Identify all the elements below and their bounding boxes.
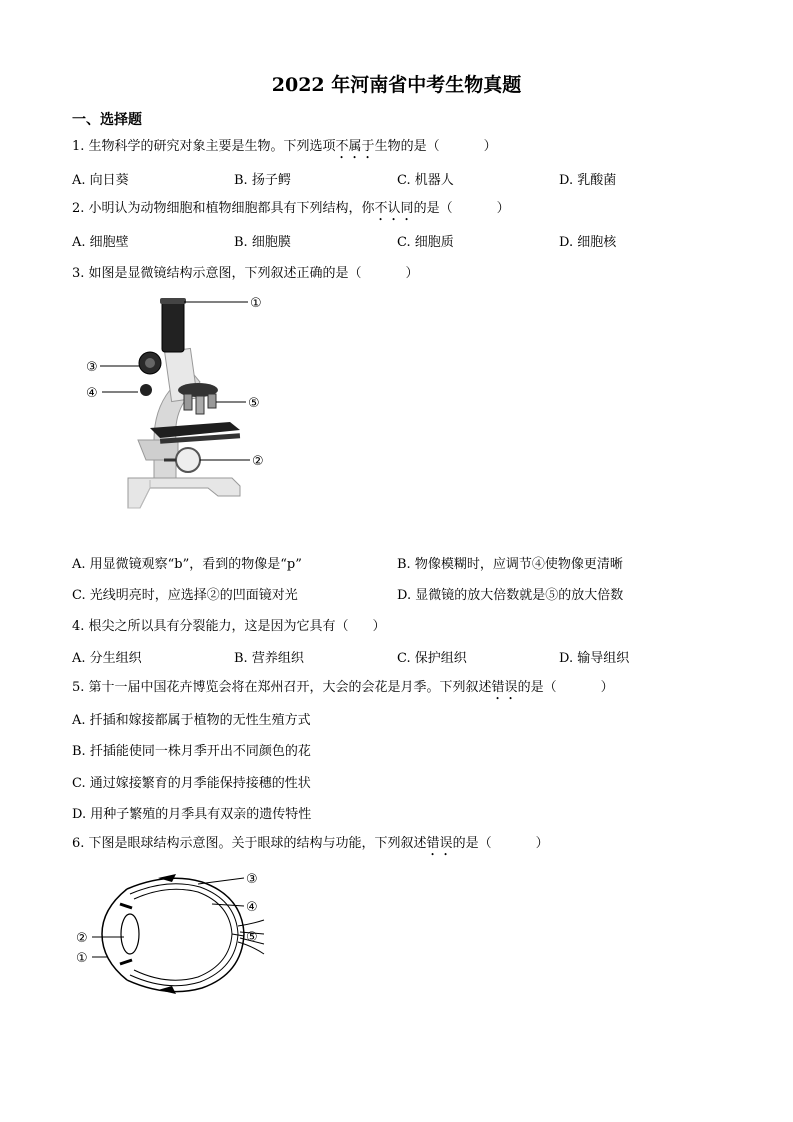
question-5 [72,679,614,703]
microscope-label-5: ⑤ [248,396,260,411]
q4-option-d[interactable]: D. 输导组织 [559,651,630,666]
question-4-text: 4. 根尖之所以具有分裂能力，这是因为它具有（ [72,619,349,634]
microscope-label-4: ④ [86,386,98,401]
question-1-paren-close: ） [483,139,497,154]
eye-label-3: ③ [246,872,258,887]
q5-option-d[interactable]: D. 用种子繁殖的月季具有双亲的遗传特性 [72,807,312,822]
eye-label-4: ④ [246,900,258,915]
microscope-label-1: ① [250,296,262,311]
q1-option-b[interactable]: B. 扬子鳄 [234,173,291,188]
question-2-text-end: 的是（ [413,201,453,216]
question-6-emphasis: 错误 [426,836,453,851]
question-4-paren-close: ） [372,619,386,634]
q1-option-d[interactable]: D. 乳酸菌 [559,173,617,188]
q4-option-b[interactable]: B. 营养组织 [234,651,304,666]
q4-option-c[interactable]: C. 保护组织 [397,651,467,666]
section-heading: 一、选择题 [72,112,142,128]
q2-option-d[interactable]: D. 细胞核 [559,235,617,250]
question-1 [72,138,497,162]
q3-option-c[interactable]: C. 光线明亮时，应选择②的凹面镜对光 [72,588,298,603]
q2-option-b[interactable]: B. 细胞膜 [234,235,291,250]
question-3-paren-close: ） [405,266,419,281]
eye-label-2: ② [76,931,88,946]
question-4 [72,618,386,636]
question-5-text: 5. 第十一届中国花卉博览会将在郑州召开，大会的会花是月季。下列叙述 [72,680,492,695]
q3-option-b[interactable]: B. 物像模糊时，应调节④使物像更清晰 [397,557,623,572]
q3-option-d[interactable]: D. 显微镜的放大倍数就是⑤的放大倍数 [397,588,624,603]
q2-option-c[interactable]: C. 细胞质 [397,235,454,250]
q1-option-c[interactable]: C. 机器人 [397,173,454,188]
eye-label-5: ⑤ [246,930,258,945]
question-6-text: 6. 下图是眼球结构示意图。关于眼球的结构与功能，下列叙述 [72,836,427,851]
q1-option-a[interactable]: A. 向日葵 [72,173,129,188]
microscope-figure [80,290,280,520]
microscope-label-2: ② [252,454,264,469]
page-title: 2022 年河南省中考生物真题 [271,74,522,96]
question-1-emphasis: 不属于 [335,139,375,154]
question-6-paren-close: ） [535,836,549,851]
microscope-label-3: ③ [86,360,98,375]
question-2-paren-close: ） [496,201,510,216]
question-6-text-end: 的是（ [452,836,492,851]
q5-option-a[interactable]: A. 扦插和嫁接都属于植物的无性生殖方式 [72,713,311,728]
question-5-paren-close: ） [600,680,614,695]
question-5-emphasis: 错误 [491,680,518,695]
eye-label-1: ① [76,951,88,966]
q3-option-a[interactable]: A. 用显微镜观察“b”，看到的物像是“p” [72,557,302,572]
q5-option-b[interactable]: B. 扦插能使同一株月季开出不同颜色的花 [72,744,311,759]
question-2 [72,200,510,224]
question-1-text-end: 生物的是（ [374,139,440,154]
question-3 [72,265,419,283]
question-6 [72,835,549,859]
question-1-text: 1. 生物科学的研究对象主要是生物。下列选项 [72,139,336,154]
q4-option-a[interactable]: A. 分生组织 [72,651,142,666]
question-2-text: 2. 小明认为动物细胞和植物细胞都具有下列结构，你 [72,201,375,216]
eyeball-figure [72,864,272,1004]
question-2-emphasis: 不认同 [374,201,414,216]
question-3-text: 3. 如图是显微镜结构示意图，下列叙述正确的是（ [72,266,362,281]
q2-option-a[interactable]: A. 细胞壁 [72,235,129,250]
question-5-text-end: 的是（ [517,680,557,695]
q5-option-c[interactable]: C. 通过嫁接繁育的月季能保持接穗的性状 [72,776,311,791]
